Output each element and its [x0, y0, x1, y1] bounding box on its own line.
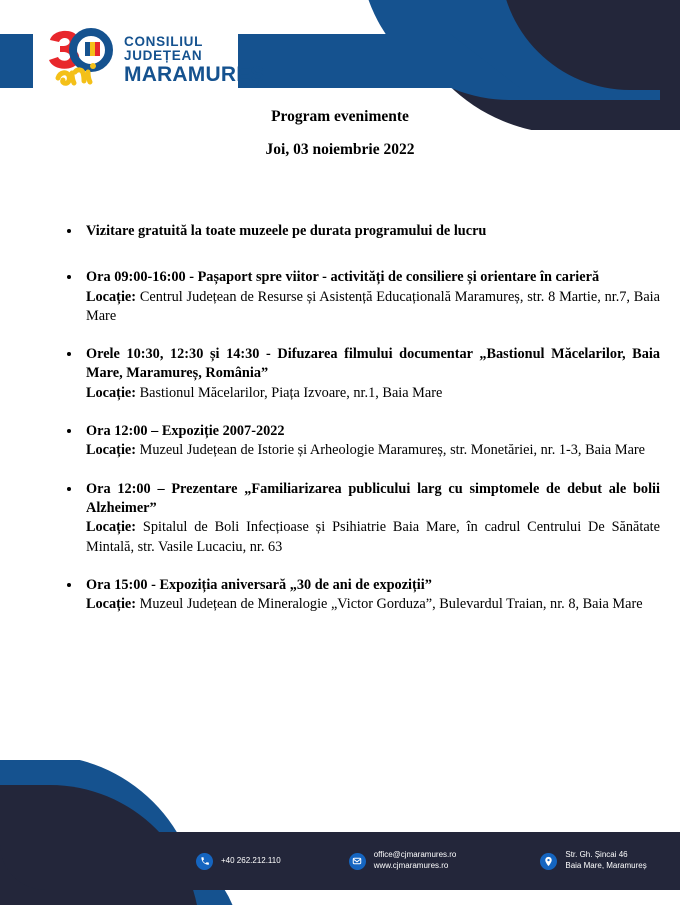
logo: [44, 28, 265, 90]
location-value: Bastionul Măcelarilor, Piața Izvoare, nr.1, Baia Mare: [139, 384, 443, 401]
map-pin-icon: [540, 853, 557, 870]
bullet-icon: [67, 429, 71, 433]
location-value: Centrul Județean de Resurse și Asistență Educațională Maramureș, str. 8 Martie, nr.7, Baia Mare: [86, 288, 660, 324]
anniversary-30-ani-icon: [44, 28, 116, 88]
logo-line-1: CONSILIUL JUDEȚEAN: [124, 34, 203, 63]
bullet-icon: [67, 275, 71, 279]
list-item: [60, 222, 660, 241]
list-item: [60, 480, 660, 557]
event-location: [86, 518, 660, 557]
page-footer: [0, 760, 680, 905]
location-label: Locație:: [86, 442, 137, 459]
event-title: Ora 12:00 – Prezentare „Familiarizarea publicului larg cu simptomele de debut ale bolii Alzheimer”: [86, 480, 660, 516]
footer-website: www.cjmaramures.ro: [373, 861, 449, 870]
list-item: [60, 576, 660, 615]
page-subtitle-date: Joi, 03 noiembrie 2022: [265, 141, 415, 158]
list-item: [60, 268, 660, 326]
event-location: [86, 441, 660, 460]
bullet-icon: [67, 352, 71, 356]
event-location: [86, 288, 660, 327]
mail-icon: [349, 853, 366, 870]
event-title: Ora 09:00-16:00 - Pașaport spre viitor - activități de consiliere și orientare în carieră: [86, 269, 600, 286]
footer-phone-number: +40 262.212.110: [221, 855, 281, 865]
event-location: [86, 384, 660, 403]
list-item: [60, 345, 660, 403]
footer-phone[interactable]: [196, 853, 281, 870]
footer-contact-items: [0, 832, 680, 890]
location-value: Muzeul Județean de Istorie și Arheologie Maramureș, str. Monetăriei, nr. 1-3, Baia Mare: [139, 442, 646, 459]
bullet-icon: [67, 229, 71, 233]
footer-address[interactable]: [540, 850, 646, 872]
event-title: Orele 10:30, 12:30 și 14:30 - Difuzarea filmului documentar „Bastionul Măcelarilor, Baia Mare, Maramureș, România”: [86, 346, 660, 382]
event-list: [60, 222, 660, 633]
location-label: Locație:: [86, 384, 137, 401]
bullet-icon: [67, 583, 71, 587]
location-label: Locație:: [86, 288, 137, 305]
event-title: Vizitare gratuită la toate muzeele pe durata programului de lucru: [86, 223, 487, 239]
logo-line-2: MARAMUREȘ: [124, 62, 265, 86]
phone-icon: [196, 853, 213, 870]
logo-text: [124, 35, 265, 85]
list-item: [60, 422, 660, 461]
location-label: Locație:: [86, 596, 137, 613]
event-title: Ora 15:00 - Expoziția aniversară „30 de ani de expoziții”: [86, 576, 432, 593]
footer-email-address: office@cjmaramures.ro: [373, 850, 457, 860]
location-label: Locație:: [86, 519, 137, 536]
location-value: Muzeul Județean de Mineralogie „Victor Gorduza”, Bulevardul Traian, nr. 8, Baia Mare: [139, 596, 643, 613]
event-title: Ora 12:00 – Expoziție 2007-2022: [86, 423, 285, 440]
footer-address-line-1: Str. Gh. Șincai 46: [565, 850, 628, 860]
location-value: Spitalul de Boli Infecțioase și Psihiatrie Baia Mare, în cadrul Centrului De Sănătate Mintală, str. Vasile Lucaciu, nr. 63: [86, 519, 660, 555]
bullet-icon: [67, 487, 71, 491]
event-location: [86, 595, 660, 614]
footer-address-line-2: Baia Mare, Maramureș: [565, 861, 647, 870]
footer-email[interactable]: [349, 850, 457, 872]
page-title: Program evenimente: [271, 108, 409, 125]
